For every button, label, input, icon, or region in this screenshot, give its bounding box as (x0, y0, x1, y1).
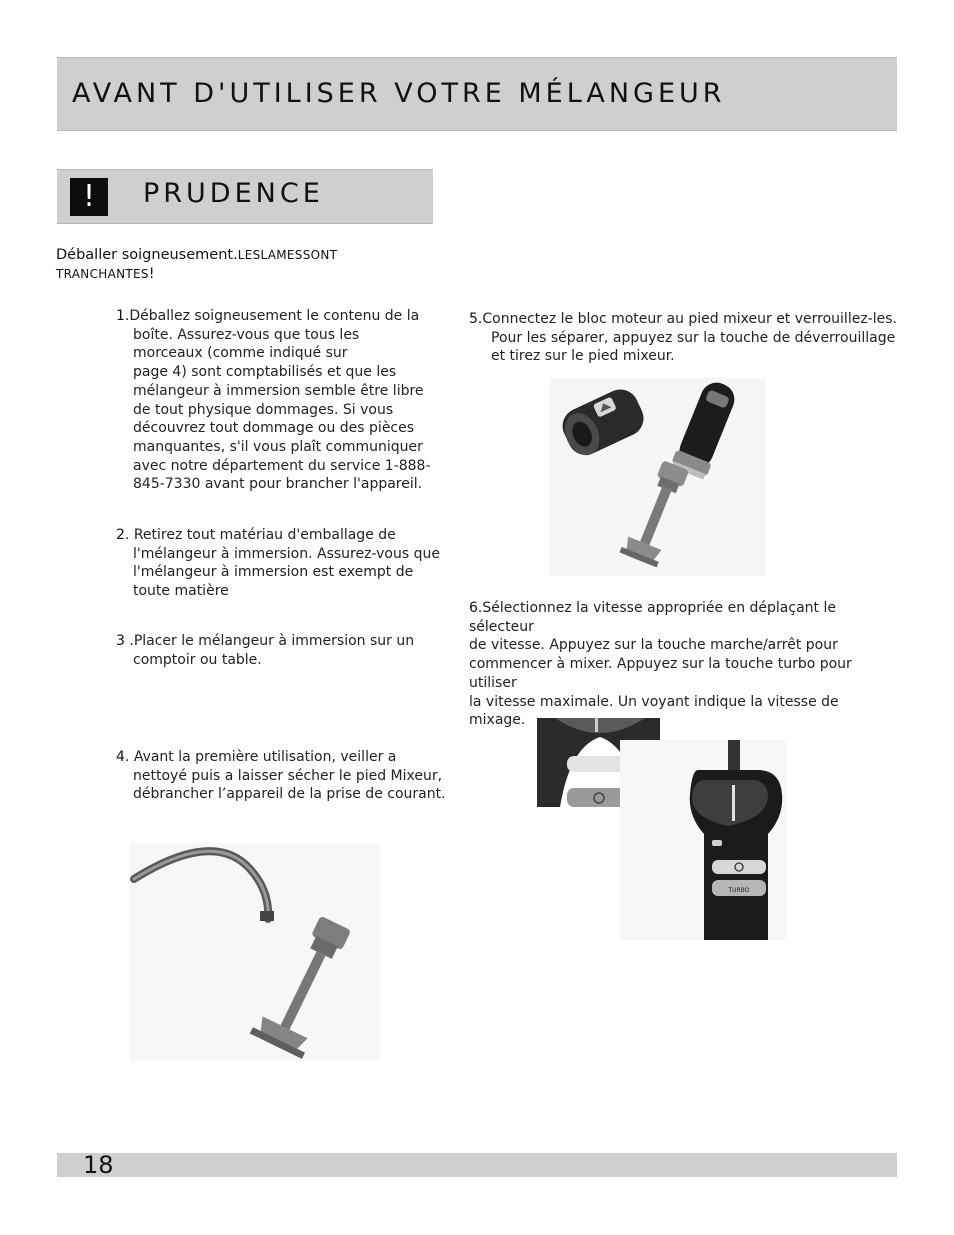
step-text: toute matière (133, 583, 229, 600)
page-title: AVANT D'UTILISER VOTRE MÉLANGEUR (72, 78, 726, 109)
step-text: boîte. Assurez-vous que tous les (133, 326, 360, 343)
step-text: avec notre département du service 1-888- (133, 457, 431, 474)
step-text: de vitesse. Appuyez sur la touche marche/arrêt pour (469, 637, 838, 654)
step-text: page 4) sont comptabilisés et que les (133, 364, 397, 381)
caution-title: PRUDENCE (143, 178, 324, 209)
step-text: Déballez soigneusement le contenu de la (129, 308, 420, 324)
step-number: 5. (469, 311, 483, 327)
step-text: la vitesse maximale. Un voyant indique la vitesse de mixage. (469, 693, 839, 729)
step-6 (469, 599, 899, 730)
exclamation-icon: ! (70, 178, 108, 216)
step-text: nettoyé puis a laisser sécher le pied Mixeur, (133, 767, 443, 784)
step-text: et tirez sur le pied mixeur. (491, 348, 675, 365)
step-2 (116, 526, 446, 601)
step-text: mélangeur à immersion semble être libre (133, 382, 424, 399)
intro-warning: LESLAMESSONT (237, 248, 338, 262)
figure-shaft-cord (130, 843, 380, 1061)
step-text: Sélectionnez la vitesse appropriée en déplaçant le sélecteur (469, 600, 836, 635)
step-text: l'mélangeur à immersion. Assurez-vous que (133, 545, 440, 562)
figure-handle-buttons (620, 740, 786, 940)
step-number: 4. (116, 749, 130, 765)
step-text: manquantes, s'il vous plaît communiquer (133, 438, 423, 455)
caution-banner (57, 169, 433, 224)
step-text: Pour les séparer, appuyez sur la touche de déverrouillage (491, 329, 896, 346)
step-number: 1. (116, 308, 130, 324)
step-text: commencer à mixer. Appuyez sur la touche turbo pour utiliser (469, 656, 852, 691)
step-text: l'mélangeur à immersion est exempt de (133, 564, 414, 581)
step-5 (469, 310, 899, 366)
intro-warning-2: TRANCHANTES (56, 267, 149, 281)
step-text: Avant la première utilisation, veiller a (133, 749, 397, 765)
step-number: 6. (469, 600, 483, 616)
step-number: 3 . (116, 633, 134, 649)
step-text: de tout physique dommages. Si vous (133, 401, 394, 418)
step-text: Retirez tout matériau d'emballage de (133, 527, 396, 543)
step-number: 2. (116, 527, 130, 543)
step-text: découvrez tout dommage ou des pièces (133, 420, 415, 437)
page-number: 18 (83, 1151, 114, 1179)
step-3 (116, 632, 446, 669)
section-header-bar (57, 57, 897, 131)
step-1 (116, 307, 446, 494)
intro-mark: ! (148, 266, 155, 282)
step-text: 845-7330 avant pour brancher l'appareil. (133, 476, 423, 493)
turbo-button-label: TURBO (728, 887, 750, 894)
caution-intro (56, 246, 436, 284)
footer-bar (57, 1153, 897, 1177)
step-text: débrancher l’appareil de la prise de courant. (133, 786, 446, 803)
step-4 (116, 748, 451, 804)
figure-motor-attach (549, 378, 765, 576)
step-text: Placer le mélangeur à immersion sur un (133, 633, 415, 649)
step-text: Connectez le bloc moteur au pied mixeur et verrouillez-les. (482, 311, 897, 327)
step-text: comptoir ou table. (133, 651, 262, 668)
intro-lead: Déballer soigneusement. (56, 247, 238, 263)
step-text: morceaux (comme indiqué sur (133, 345, 348, 362)
